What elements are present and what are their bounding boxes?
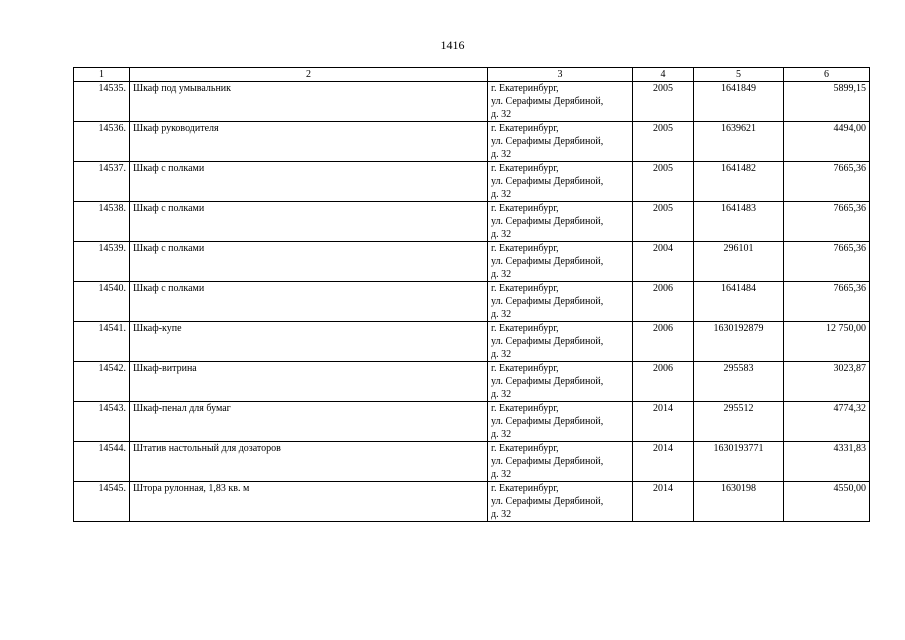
table-row — [74, 202, 870, 242]
address-line: д. 32 — [491, 429, 512, 440]
item-name: Шкаф с полками — [130, 282, 488, 322]
table-row — [74, 282, 870, 322]
item-address — [488, 402, 633, 442]
item-year: 2005 — [633, 202, 694, 242]
address-line: д. 32 — [491, 309, 512, 320]
item-cost: 7665,36 — [784, 162, 870, 202]
column-header-1: 1 — [74, 68, 130, 82]
column-header-4: 4 — [633, 68, 694, 82]
item-name: Штора рулонная, 1,83 кв. м — [130, 482, 488, 522]
address-line: г. Екатеринбург, — [491, 163, 559, 174]
address-line: ул. Серафимы Дерябиной, — [491, 416, 604, 427]
address-line: г. Екатеринбург, — [491, 83, 559, 94]
item-cost: 4550,00 — [784, 482, 870, 522]
address-line: ул. Серафимы Дерябиной, — [491, 456, 604, 467]
address-line: г. Екатеринбург, — [491, 323, 559, 334]
table-row — [74, 402, 870, 442]
address-line: д. 32 — [491, 509, 512, 520]
row-number: 14538. — [74, 202, 130, 242]
row-number: 14535. — [74, 82, 130, 122]
item-cost: 7665,36 — [784, 242, 870, 282]
item-cost: 5899,15 — [784, 82, 870, 122]
address-line: ул. Серафимы Дерябиной, — [491, 376, 604, 387]
address-line: г. Екатеринбург, — [491, 283, 559, 294]
item-address — [488, 202, 633, 242]
item-name: Шкаф с полками — [130, 242, 488, 282]
item-year: 2004 — [633, 242, 694, 282]
row-number: 14540. — [74, 282, 130, 322]
address-line: д. 32 — [491, 389, 512, 400]
address-line: д. 32 — [491, 269, 512, 280]
address-line: г. Екатеринбург, — [491, 203, 559, 214]
address-line: г. Екатеринбург, — [491, 403, 559, 414]
column-header-2: 2 — [130, 68, 488, 82]
row-number: 14544. — [74, 442, 130, 482]
item-address — [488, 282, 633, 322]
item-year: 2006 — [633, 322, 694, 362]
item-name: Шкаф с полками — [130, 202, 488, 242]
table-row — [74, 122, 870, 162]
item-name: Шкаф-купе — [130, 322, 488, 362]
inventory-number: 1641484 — [694, 282, 784, 322]
address-line: г. Екатеринбург, — [491, 363, 559, 374]
table-row — [74, 442, 870, 482]
address-line: ул. Серафимы Дерябиной, — [491, 496, 604, 507]
item-cost: 4331,83 — [784, 442, 870, 482]
address-line: г. Екатеринбург, — [491, 443, 559, 454]
address-line: д. 32 — [491, 149, 512, 160]
item-name: Шкаф-витрина — [130, 362, 488, 402]
item-cost: 3023,87 — [784, 362, 870, 402]
row-number: 14537. — [74, 162, 130, 202]
item-address — [488, 362, 633, 402]
table-row — [74, 322, 870, 362]
address-line: ул. Серафимы Дерябиной, — [491, 216, 604, 227]
item-year: 2014 — [633, 402, 694, 442]
inventory-number: 1641483 — [694, 202, 784, 242]
inventory-number: 1641849 — [694, 82, 784, 122]
column-header-3: 3 — [488, 68, 633, 82]
address-line: ул. Серафимы Дерябиной, — [491, 136, 604, 147]
inventory-number: 1639621 — [694, 122, 784, 162]
row-number: 14539. — [74, 242, 130, 282]
item-address — [488, 482, 633, 522]
address-line: д. 32 — [491, 109, 512, 120]
item-name: Шкаф под умывальник — [130, 82, 488, 122]
column-header-6: 6 — [784, 68, 870, 82]
address-line: ул. Серафимы Дерябиной, — [491, 176, 604, 187]
row-number: 14536. — [74, 122, 130, 162]
page-number: 1416 — [440, 38, 465, 52]
address-line: д. 32 — [491, 349, 512, 360]
item-address — [488, 242, 633, 282]
address-line: д. 32 — [491, 469, 512, 480]
item-address — [488, 322, 633, 362]
table-row — [74, 82, 870, 122]
inventory-number: 296101 — [694, 242, 784, 282]
item-year: 2014 — [633, 482, 694, 522]
item-year: 2006 — [633, 362, 694, 402]
address-line: ул. Серафимы Дерябиной, — [491, 296, 604, 307]
item-name: Шкаф руководителя — [130, 122, 488, 162]
inventory-number: 1630192879 — [694, 322, 784, 362]
item-cost: 4494,00 — [784, 122, 870, 162]
address-line: г. Екатеринбург, — [491, 243, 559, 254]
item-year: 2014 — [633, 442, 694, 482]
property-table — [73, 67, 870, 522]
inventory-number: 1630198 — [694, 482, 784, 522]
address-line: д. 32 — [491, 189, 512, 200]
inventory-number: 1630193771 — [694, 442, 784, 482]
inventory-number: 1641482 — [694, 162, 784, 202]
item-year: 2005 — [633, 122, 694, 162]
item-cost: 4774,32 — [784, 402, 870, 442]
address-line: ул. Серафимы Дерябиной, — [491, 96, 604, 107]
address-line: г. Екатеринбург, — [491, 123, 559, 134]
inventory-number: 295583 — [694, 362, 784, 402]
row-number: 14541. — [74, 322, 130, 362]
address-line: г. Екатеринбург, — [491, 483, 559, 494]
item-name: Шкаф-пенал для бумаг — [130, 402, 488, 442]
item-year: 2006 — [633, 282, 694, 322]
address-line: д. 32 — [491, 229, 512, 240]
item-cost: 7665,36 — [784, 282, 870, 322]
address-line: ул. Серафимы Дерябиной, — [491, 256, 604, 267]
item-address — [488, 82, 633, 122]
item-address — [488, 442, 633, 482]
item-name: Шкаф с полками — [130, 162, 488, 202]
item-address — [488, 162, 633, 202]
row-number: 14542. — [74, 362, 130, 402]
item-address — [488, 122, 633, 162]
table-row — [74, 242, 870, 282]
item-name: Штатив настольный для дозаторов — [130, 442, 488, 482]
table-row — [74, 362, 870, 402]
item-year: 2005 — [633, 162, 694, 202]
table-row — [74, 162, 870, 202]
item-year: 2005 — [633, 82, 694, 122]
row-number: 14543. — [74, 402, 130, 442]
inventory-number: 295512 — [694, 402, 784, 442]
item-cost: 12 750,00 — [784, 322, 870, 362]
item-cost: 7665,36 — [784, 202, 870, 242]
address-line: ул. Серафимы Дерябиной, — [491, 336, 604, 347]
table-row — [74, 482, 870, 522]
column-header-5: 5 — [694, 68, 784, 82]
table-header-row — [74, 68, 870, 82]
row-number: 14545. — [74, 482, 130, 522]
